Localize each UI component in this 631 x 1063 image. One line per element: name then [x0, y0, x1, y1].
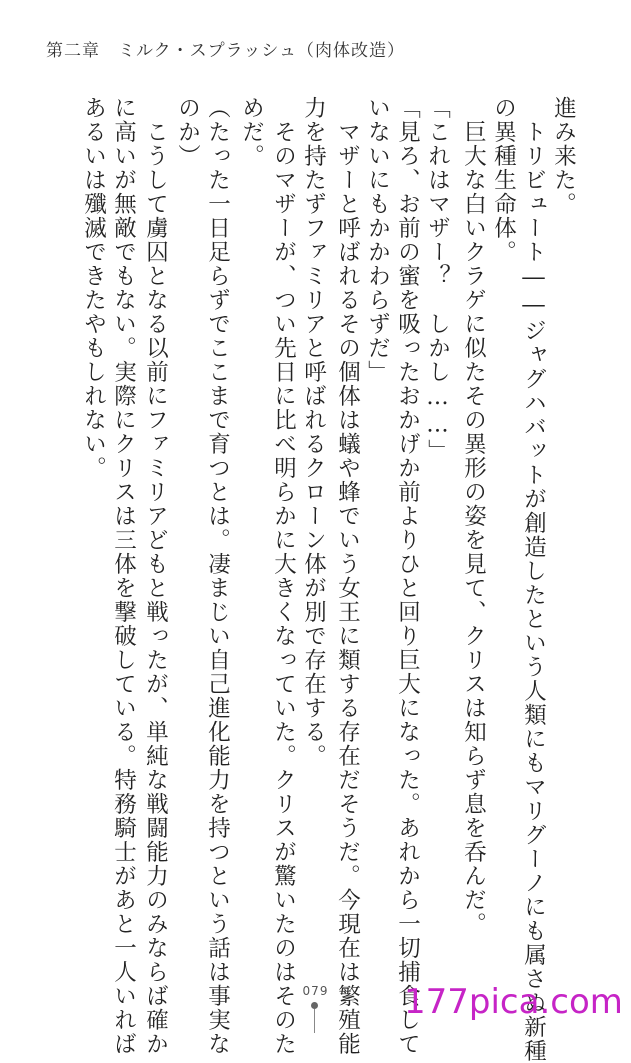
- text-line: 進み来た。: [550, 96, 577, 216]
- text-line: 力を持たずファミリアと呼ばれるクローン体が別で存在する。: [300, 96, 327, 768]
- text-line: 「見ろ、お前の蜜を吸ったおかげか前よりひと回り巨大になった。あれから一切捕食して: [394, 96, 421, 1056]
- watermark-text: 177pica.com: [404, 982, 623, 1022]
- text-line: こうして虜囚となる以前にファミリアどもと戦ったが、単純な戦闘能力のみならば確か: [142, 96, 169, 1056]
- text-line: の異種生命体。: [490, 96, 517, 264]
- text-line: トリビュート――ジャグハバットが創造したという人類にもマリグーノにも属さぬ新種: [520, 96, 547, 1063]
- text-line: 「これはマザー？ しかし……」: [424, 96, 451, 463]
- text-line: マザーと呼ばれるその個体は蟻や蜂でいう女王に類する存在だそうだ。今現在は繁殖能: [334, 96, 361, 1056]
- page-marker-line: [314, 1009, 315, 1033]
- text-line: そのマザーが、つい先日に比べ明らかに大きくなっていた。クリスが驚いたのはそのた: [270, 96, 297, 1056]
- page-number: 079: [302, 984, 329, 998]
- page-marker-dot: [311, 1002, 318, 1009]
- text-line: （たった一日足らずでここまで育つとは。凄まじい自己進化能力を持つという話は事実な: [204, 96, 231, 1056]
- text-line: 巨大な白いクラゲに似たその異形の姿を見て、クリスは知らず息を呑んだ。: [460, 96, 487, 936]
- text-line: あるいは殲滅できたやもしれない。: [80, 96, 107, 480]
- text-line: めだ。: [238, 96, 265, 168]
- chapter-header: 第二章 ミルク・スプラッシュ（肉体改造）: [46, 41, 405, 61]
- text-line: のか）: [174, 96, 201, 168]
- text-line: に高いが無敵でもない。実際にクリスは三体を撃破している。特務騎士があと一人いれば: [110, 96, 137, 1056]
- text-line: いないにもかかわらずだ」: [364, 96, 391, 384]
